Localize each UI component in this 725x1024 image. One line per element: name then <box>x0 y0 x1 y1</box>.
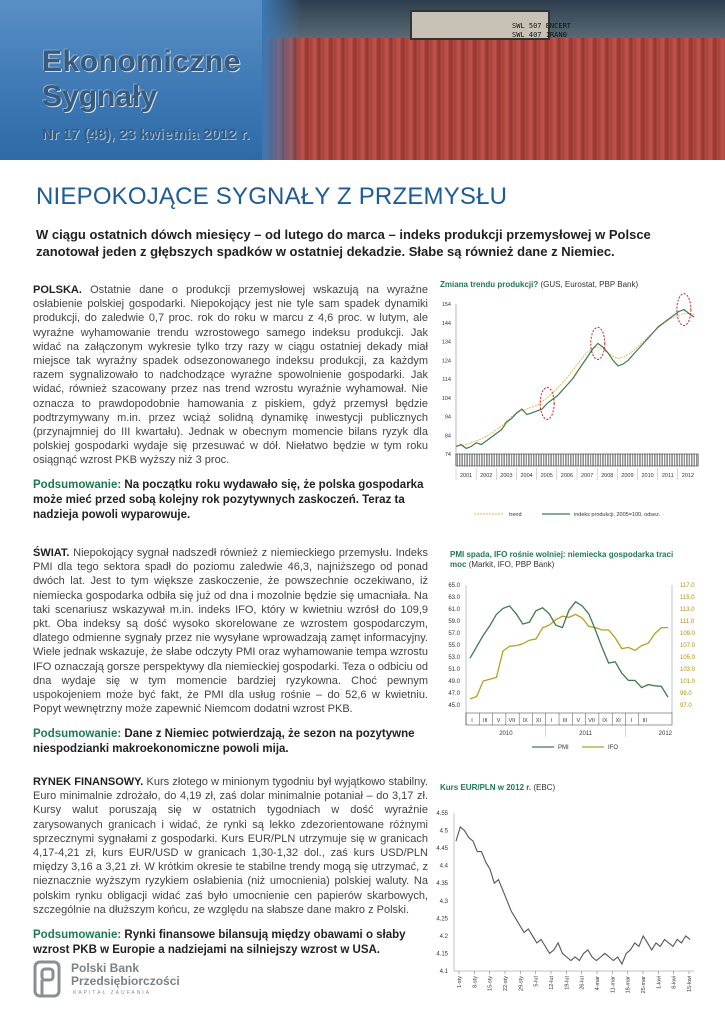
chart2-ytick-right: 97.0 <box>680 703 692 709</box>
chart1-x-label: 2012 <box>681 473 695 479</box>
chart2-ytick-right: 113.0 <box>680 607 695 613</box>
summary-swiat-label: Podsumowanie: <box>33 728 122 740</box>
chart2-ytick-left: 49.0 <box>448 679 460 685</box>
bank-tagline: KAPITAŁ ZAUFANIA <box>73 990 152 996</box>
chart2-year-label: 2010 <box>499 731 513 737</box>
chart3-ytick-label: 4.3 <box>439 898 448 905</box>
chart3-x-label: 1-kwi <box>656 976 663 989</box>
bank-logo-icon <box>33 960 65 1000</box>
chart2-ytick-left: 45.0 <box>448 703 460 709</box>
chart3-ytick-label: 4.4 <box>439 863 448 870</box>
chart2-ytick-left: 55.0 <box>448 643 460 649</box>
chart3-x-label: 4-mar <box>595 976 601 991</box>
chart3-x-label: 1-sty <box>457 976 463 988</box>
chart1-ytick-label: 94 <box>444 414 451 421</box>
chart2-ytick-right: 111.0 <box>680 619 695 625</box>
chart2-title: PMI spada, IFO rośnie wolniej: niemiecka gospodarka traci moc <box>450 550 674 569</box>
chart1-x-label: 2001 <box>459 473 473 479</box>
chart2-ytick-right: 105.0 <box>680 655 696 661</box>
issue-number: Nr 17 (48), 23 kwietnia 2012 r. <box>42 126 250 143</box>
chart2-ytick-right: 109.0 <box>680 631 696 637</box>
chart3-x-label: 15-sty <box>487 976 494 991</box>
chart3-x-label: 26-lut <box>579 976 586 990</box>
summary-polska <box>33 478 428 523</box>
chart2-ytick-right: 117.0 <box>680 583 695 589</box>
chart3-x-label: 5-lut <box>533 976 540 987</box>
chart1-ytick-label: 134 <box>441 339 451 346</box>
chart2-x-label: I <box>550 718 553 724</box>
photo-fade <box>262 0 302 160</box>
chart-pmi-ifo <box>432 575 702 760</box>
chart2-x-label: V <box>496 718 501 724</box>
chart3-ytick-label: 4.35 <box>436 881 448 888</box>
chart2-ytick-right: 107.0 <box>680 643 696 649</box>
summary-swiat <box>33 727 428 757</box>
chart2-x-label: III <box>482 718 488 724</box>
chart3-x-label: 19-lut <box>564 976 571 990</box>
chart2-ytick-left: 59.0 <box>448 619 460 625</box>
chart1-series-trend <box>456 313 694 446</box>
chart2-ytick-left: 61.0 <box>448 607 460 613</box>
section-swiat <box>33 546 428 716</box>
chart1-ytick-label: 74 <box>444 452 451 458</box>
chart2-x-label: I <box>471 718 473 724</box>
chart1-title-block <box>440 280 710 290</box>
chart3-ytick-label: 4.45 <box>436 846 448 853</box>
chart1-x-label: 2009 <box>621 473 634 479</box>
chart2-ytick-left: 47.0 <box>448 691 460 697</box>
chart2-year-label: 2012 <box>658 731 673 737</box>
summary-rynek <box>33 928 428 958</box>
chart2-x-label: III <box>642 718 648 724</box>
chart2-ytick-left: 57.0 <box>448 631 460 637</box>
container-label-1: SWL 507 ENCERT <box>512 22 572 30</box>
chart3-ytick-label: 4.25 <box>436 916 448 923</box>
article-headline: NIEPOKOJĄCE SYGNAŁY Z PRZEMYSŁU <box>36 183 508 210</box>
chart1-source: (GUS, Eurostat, PBP Bank) <box>540 280 639 289</box>
newsletter-title-line2: Sygnały <box>42 80 158 113</box>
section-rynek-label: RYNEK FINANSOWY. <box>33 776 144 788</box>
chart1-title: Zmiana trendu produkcji? <box>440 280 539 289</box>
bank-logo <box>33 960 243 1000</box>
chart2-x-label: V <box>576 718 581 724</box>
article-lead: W ciągu ostatnich dówch miesięcy – od lutego do marca – indeks produkcji przemysłowej w Polsce zanotował jeden z głębszych spadków w ostatniej dekadzie. Słabe są również dane z Niemiec. <box>36 227 651 259</box>
chart3-source: (EBC) <box>533 783 556 792</box>
newsletter-title-line1: Ekonomiczne <box>42 45 241 78</box>
chart2-ytick-left: 65.0 <box>448 583 460 589</box>
shipping-container-photo <box>262 38 725 160</box>
chart1-ytick-label: 104 <box>441 395 451 402</box>
chart2-x-label: XI <box>535 718 542 724</box>
chart3-ytick-label: 4.2 <box>439 933 448 940</box>
section-swiat-text: Niepokojący sygnał nadszedł również z niemieckiego przemysłu. Indeks PMI dla tego sektora spadł do poziomu zaledwie 46,3, najniższego od ponad dwóch lat. Jest to tym większe zaskoczenie, że powszechnie oczekiwano, iż niemiecka gospodarka odbiła się już od dna i mozolnie będzie się umacniała. Na taki scenariusz wskazywał m.in. indeks IFO, który w kwietniu wzrósł do 109,9 pkt. Oba indeksy są dość wysoko skorelowane ze wzrostem gospodarczym, dlatego odmienne sygnały przez nie wysyłane wprowadzają zamęt informacyjny. Wiele jednak wskazuje, że słabe odczyty PMI oraz wyhamowanie tempa wzrostu IFO oznaczają gorsze perspektywy dla niemieckiej gospodarki. Teza o odbiciu od dna wydaje się w tym momencie bardziej ryzykowna. Choć pewnym uspokojeniem może być fakt, że PMI dla usług rośnie – do 52,6 w kwietniu. Popyt wewnętrzny może zapewnić Niemcom dodatni wzrost PKB. <box>33 547 428 716</box>
chart3-x-label: 8-kwi <box>671 976 678 989</box>
chart2-ytick-right: 99.0 <box>680 691 692 697</box>
chart1-ytick-label: 114 <box>442 377 451 383</box>
chart1-legend-trend: trend <box>509 512 522 518</box>
chart3-x-label: 29-sty <box>518 976 525 991</box>
chart2-x-label: IX <box>522 718 528 724</box>
chart1-x-label: 2008 <box>601 473 614 479</box>
summary-rynek-text: Rynki finansowe bilansują między obawami o słaby wzrost PKB w Europie a nadziejami na silniejszy wzrost w USA. <box>33 929 406 956</box>
chart3-title: Kurs EUR/PLN w 2012 r. <box>440 783 532 792</box>
chart1-legend-production: indeks produkcji, 2005=100, odsez. <box>574 512 661 518</box>
chart2-series-pmi <box>470 602 668 697</box>
chart1-ytick-label: 124 <box>441 358 451 365</box>
section-polska <box>33 283 428 468</box>
chart2-ytick-left: 53.0 <box>448 655 460 661</box>
chart3-ytick-label: 4.5 <box>439 828 448 835</box>
chart-eurpln <box>432 795 702 1010</box>
chart1-x-label: 2005 <box>540 473 553 479</box>
summary-swiat-text: Dane z Niemiec potwierdzają, że sezon na pozytywne niespodzianki makroekonomiczne powoli mija. <box>33 728 415 755</box>
chart2-title-block <box>450 550 690 570</box>
chart1-x-label: 2010 <box>641 473 654 479</box>
chart-production-trend <box>432 292 702 527</box>
chart1-x-label: 2007 <box>580 473 594 479</box>
chart2-ytick-right: 115.0 <box>680 595 695 601</box>
summary-rynek-label: Podsumowanie: <box>33 929 122 941</box>
chart2-x-label: VII <box>588 718 595 724</box>
chart3-ytick-label: 4.55 <box>436 811 448 817</box>
section-swiat-label: ŚWIAT. <box>33 547 70 559</box>
chart1-x-label: 2011 <box>661 473 674 479</box>
chart3-x-label: 8-sty <box>472 976 479 988</box>
summary-polska-text: Na początku roku wydawało się, że polska gospodarka może mieć przed sobą kolejny rok pozytywnych zaskoczeń. Teraz ta nadzieja powoli wyparowuje. <box>33 479 424 521</box>
chart1-x-label: 2002 <box>480 473 493 479</box>
chart3-x-label: 18-mar <box>625 976 632 994</box>
chart2-x-label: VII <box>508 718 516 724</box>
container-label-2: SWL 407 1RAN0 <box>512 31 567 39</box>
header-banner <box>0 0 725 160</box>
chart2-legend-pmi: PMI <box>558 745 569 751</box>
chart3-x-label: 25-mar <box>641 976 647 994</box>
chart3-ytick-label: 4.1 <box>439 969 448 975</box>
section-rynek <box>33 775 428 917</box>
chart1-ytick-label: 84 <box>444 433 451 440</box>
chart2-source: (Markit, IFO, PBP Bank) <box>468 560 555 569</box>
chart2-ytick-left: 63.0 <box>448 595 460 601</box>
chart3-series-eurpln <box>456 827 690 964</box>
chart3-x-label: 15-kwi <box>687 976 693 992</box>
section-polska-text: Ostatnie dane o produkcji przemysłowej wskazują na wyraźne osłabienie polskiej gospodarki. Niepokojący jest nie tyle sam spadek dynamiki produkcji, do zaledwie 0,7 proc. rok do roku w marcu z 4,6 proc. w lutym, ale wyraźne wyhamowanie trendu wzrostowego samego indeksu produkcji. Jak widać na załączonym wykresie tylko trzy razy w ciągu ostatniej dekady miał miejsce tak wyraźny spadek odsezonowanego indeksu produkcji, za każdym razem sygnalizowało to nadchodzące wyraźne spowolnienie gospodarki. Jak widać, również szacowany przez nas trend wzrostu wyraźnie wyhamował. Nie oznacza to prawdopodobnie hamowania z piskiem, gdyż przemysł będzie podtrzymywany m.in. przez wciąż solidną dynamikę inwestycji publicznych (przynajmniej do III kwartału). Jednak w obecnym momencie bilans ryzyk dla polskiej gospodarki wydaje się przesuwać w dół. Niełatwo będzie w tym roku osiągnąć wzrost PKB wyższy niż 3 proc. <box>33 284 428 467</box>
chart3-x-label: 12-lut <box>549 976 555 990</box>
chart3-x-label: 22-sty <box>503 976 509 991</box>
chart2-x-label: III <box>562 718 568 724</box>
chart3-ytick-label: 4.15 <box>436 951 448 958</box>
summary-polska-label: Podsumowanie: <box>33 479 122 491</box>
chart2-ytick-left: 51.0 <box>448 667 460 673</box>
chart2-series-ifo <box>470 614 668 699</box>
chart3-x-label: 11-mar <box>610 976 617 994</box>
chart1-x-label: 2003 <box>500 473 513 479</box>
chart2-x-label: IX <box>602 718 608 724</box>
section-rynek-text: Kurs złotego w minionym tygodniu był wyjątkowo stabilny. Euro minimalnie zdrożało, do 4,19 zł, zaś dolar minimalnie potaniał – do 3,17 zł. Kursy walut poruszają się w ostatnich tygodniach w dość wyraźnie zarysowanych granicach i widać, że rynki są lekko zdezorientowane różnymi sprzecznymi sygnałami z gospodarki. Kurs EUR/PLN utrzymuje się w granicach 4,17-4,21 zł, kurs EUR/USD w granicach 1,30-1,32 dol., zaś kurs USD/PLN między 3,16 a 3,21 zł. W krótkim okresie te stabilne trendy mogą się utrzymać, z nieznacznie wyższym ryzykiem osłabienia (niż umocnienia) polskiej waluty. Na polskim rynku obligacji widać zaś było umocnienie cen papierów skarbowych, szczególnie na dłuższym końcu, ze względu na słabsze dane makro z Polski. <box>33 776 428 916</box>
chart1-x-label: 2006 <box>560 473 574 479</box>
chart1-x-label: 2004 <box>520 473 533 479</box>
chart3-title-block <box>440 783 680 793</box>
chart2-ytick-right: 103.0 <box>680 667 696 673</box>
chart1-ytick-label: 154 <box>441 302 451 308</box>
chart2-x-label: I <box>630 718 633 724</box>
chart1-series-production <box>456 310 694 449</box>
crane-label <box>512 22 571 40</box>
chart2-ytick-right: 101.0 <box>680 679 696 685</box>
bank-name-line1: Polski Bank <box>71 961 140 975</box>
chart1-ytick-label: 144 <box>441 320 451 327</box>
chart2-legend-ifo: IFO <box>608 745 618 751</box>
chart2-x-label: XI <box>615 718 621 724</box>
section-polska-label: POLSKA. <box>33 284 82 296</box>
bank-name-line2: Przedsiębiorczości <box>71 974 180 988</box>
chart2-year-label: 2011 <box>579 731 593 737</box>
